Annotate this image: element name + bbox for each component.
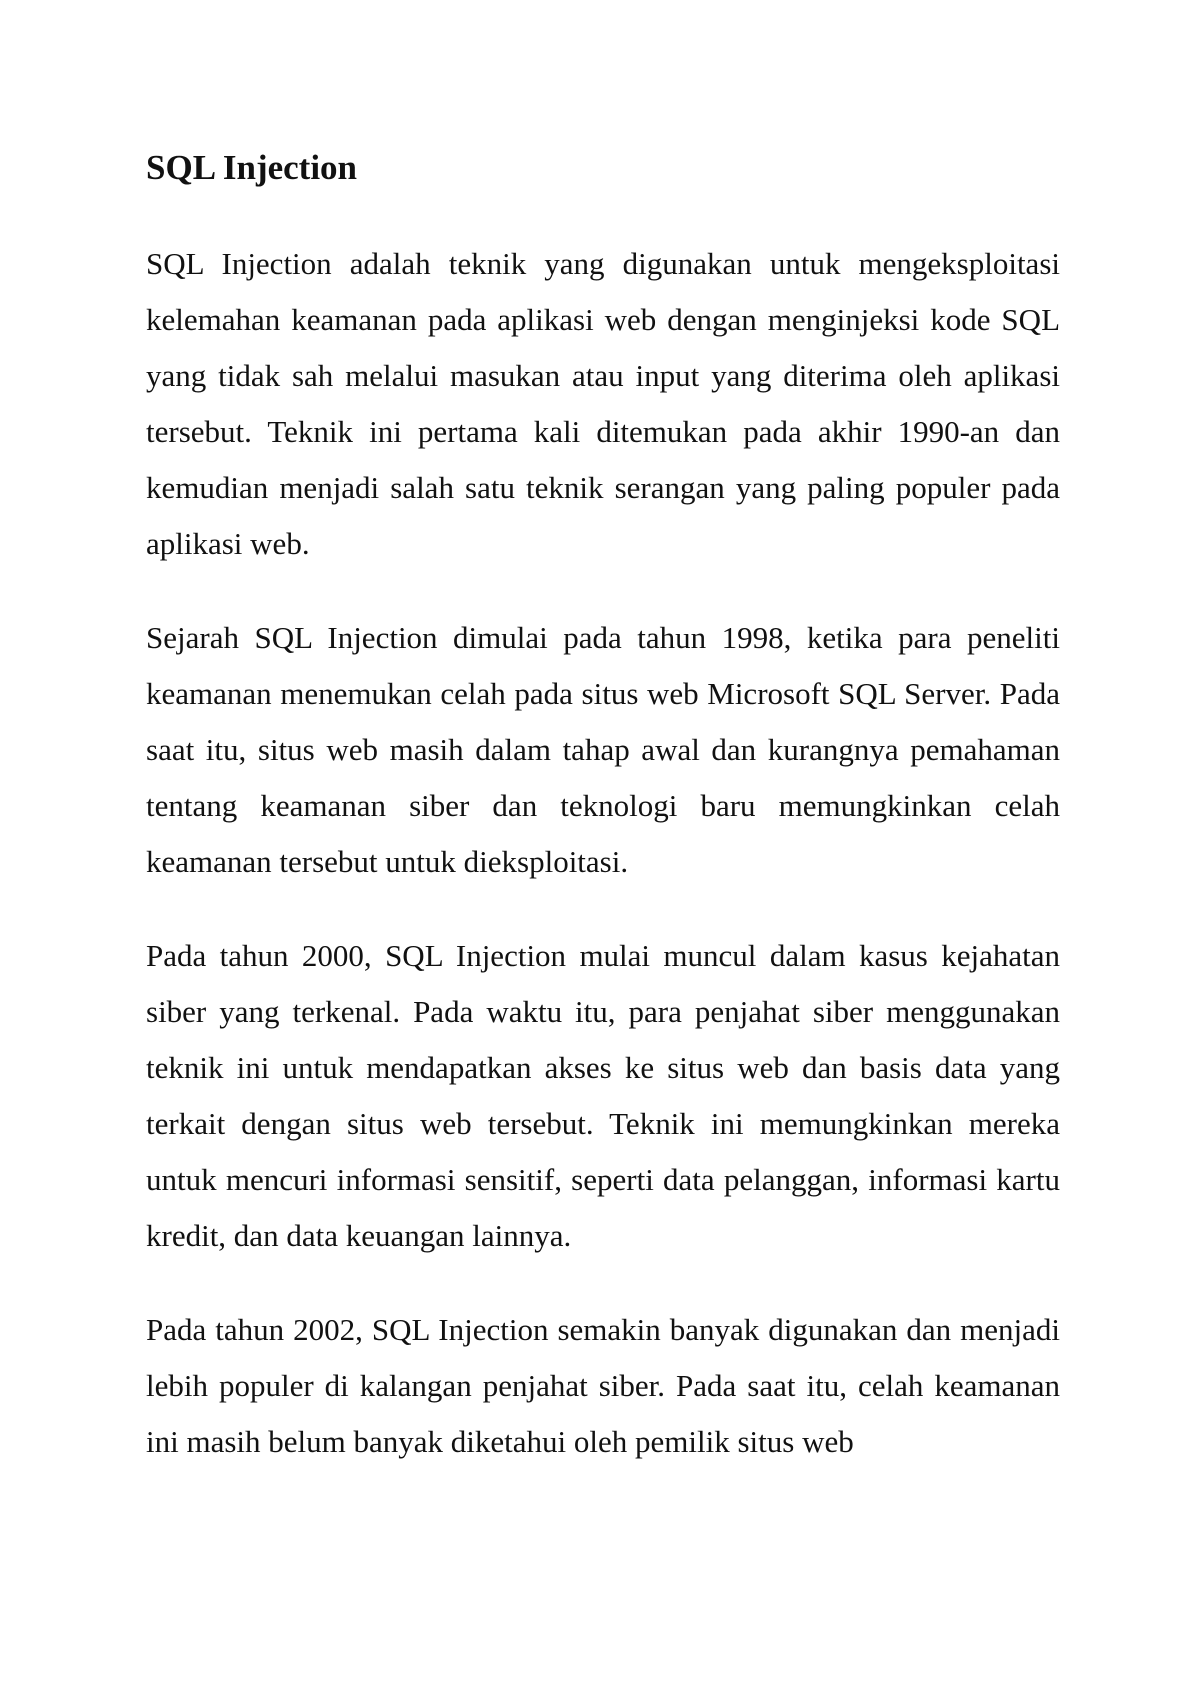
paragraph-history-2000: Pada tahun 2000, SQL Injection mulai muncul dalam kasus kejahatan siber yang terkenal. Pada waktu itu, para penjahat siber menggunakan teknik ini untuk mendapatkan akses ke situs web dan basis data yang terkait dengan situs web tersebut. Teknik ini memungkinkan mereka untuk mencuri informasi sensitif, seperti data pelanggan, informasi kartu kredit, dan data keuangan lainnya. [146, 938, 1060, 1253]
paragraph-history-2002: Pada tahun 2002, SQL Injection semakin banyak digunakan dan menjadi lebih populer di kalangan penjahat siber. Pada saat itu, celah keamanan ini masih belum banyak diketahui oleh pemilik situs web [146, 1312, 1060, 1459]
document-title: SQL Injection [146, 148, 358, 187]
paragraph-history-1998: Sejarah SQL Injection dimulai pada tahun 1998, ketika para peneliti keamanan menemukan celah pada situs web Microsoft SQL Server. Pada saat itu, situs web masih dalam tahap awal dan kurangnya pemahaman tentang keamanan siber dan teknologi baru memungkinkan celah keamanan tersebut untuk dieksploitasi. [146, 620, 1060, 879]
paragraph-intro: SQL Injection adalah teknik yang digunakan untuk mengeksploitasi kelemahan keamanan pada aplikasi web dengan menginjeksi kode SQL yang tidak sah melalui masukan atau input yang diterima oleh aplikasi tersebut. Teknik ini pertama kali ditemukan pada akhir 1990-an dan kemudian menjadi salah satu teknik serangan yang paling populer pada aplikasi web. [146, 246, 1060, 561]
